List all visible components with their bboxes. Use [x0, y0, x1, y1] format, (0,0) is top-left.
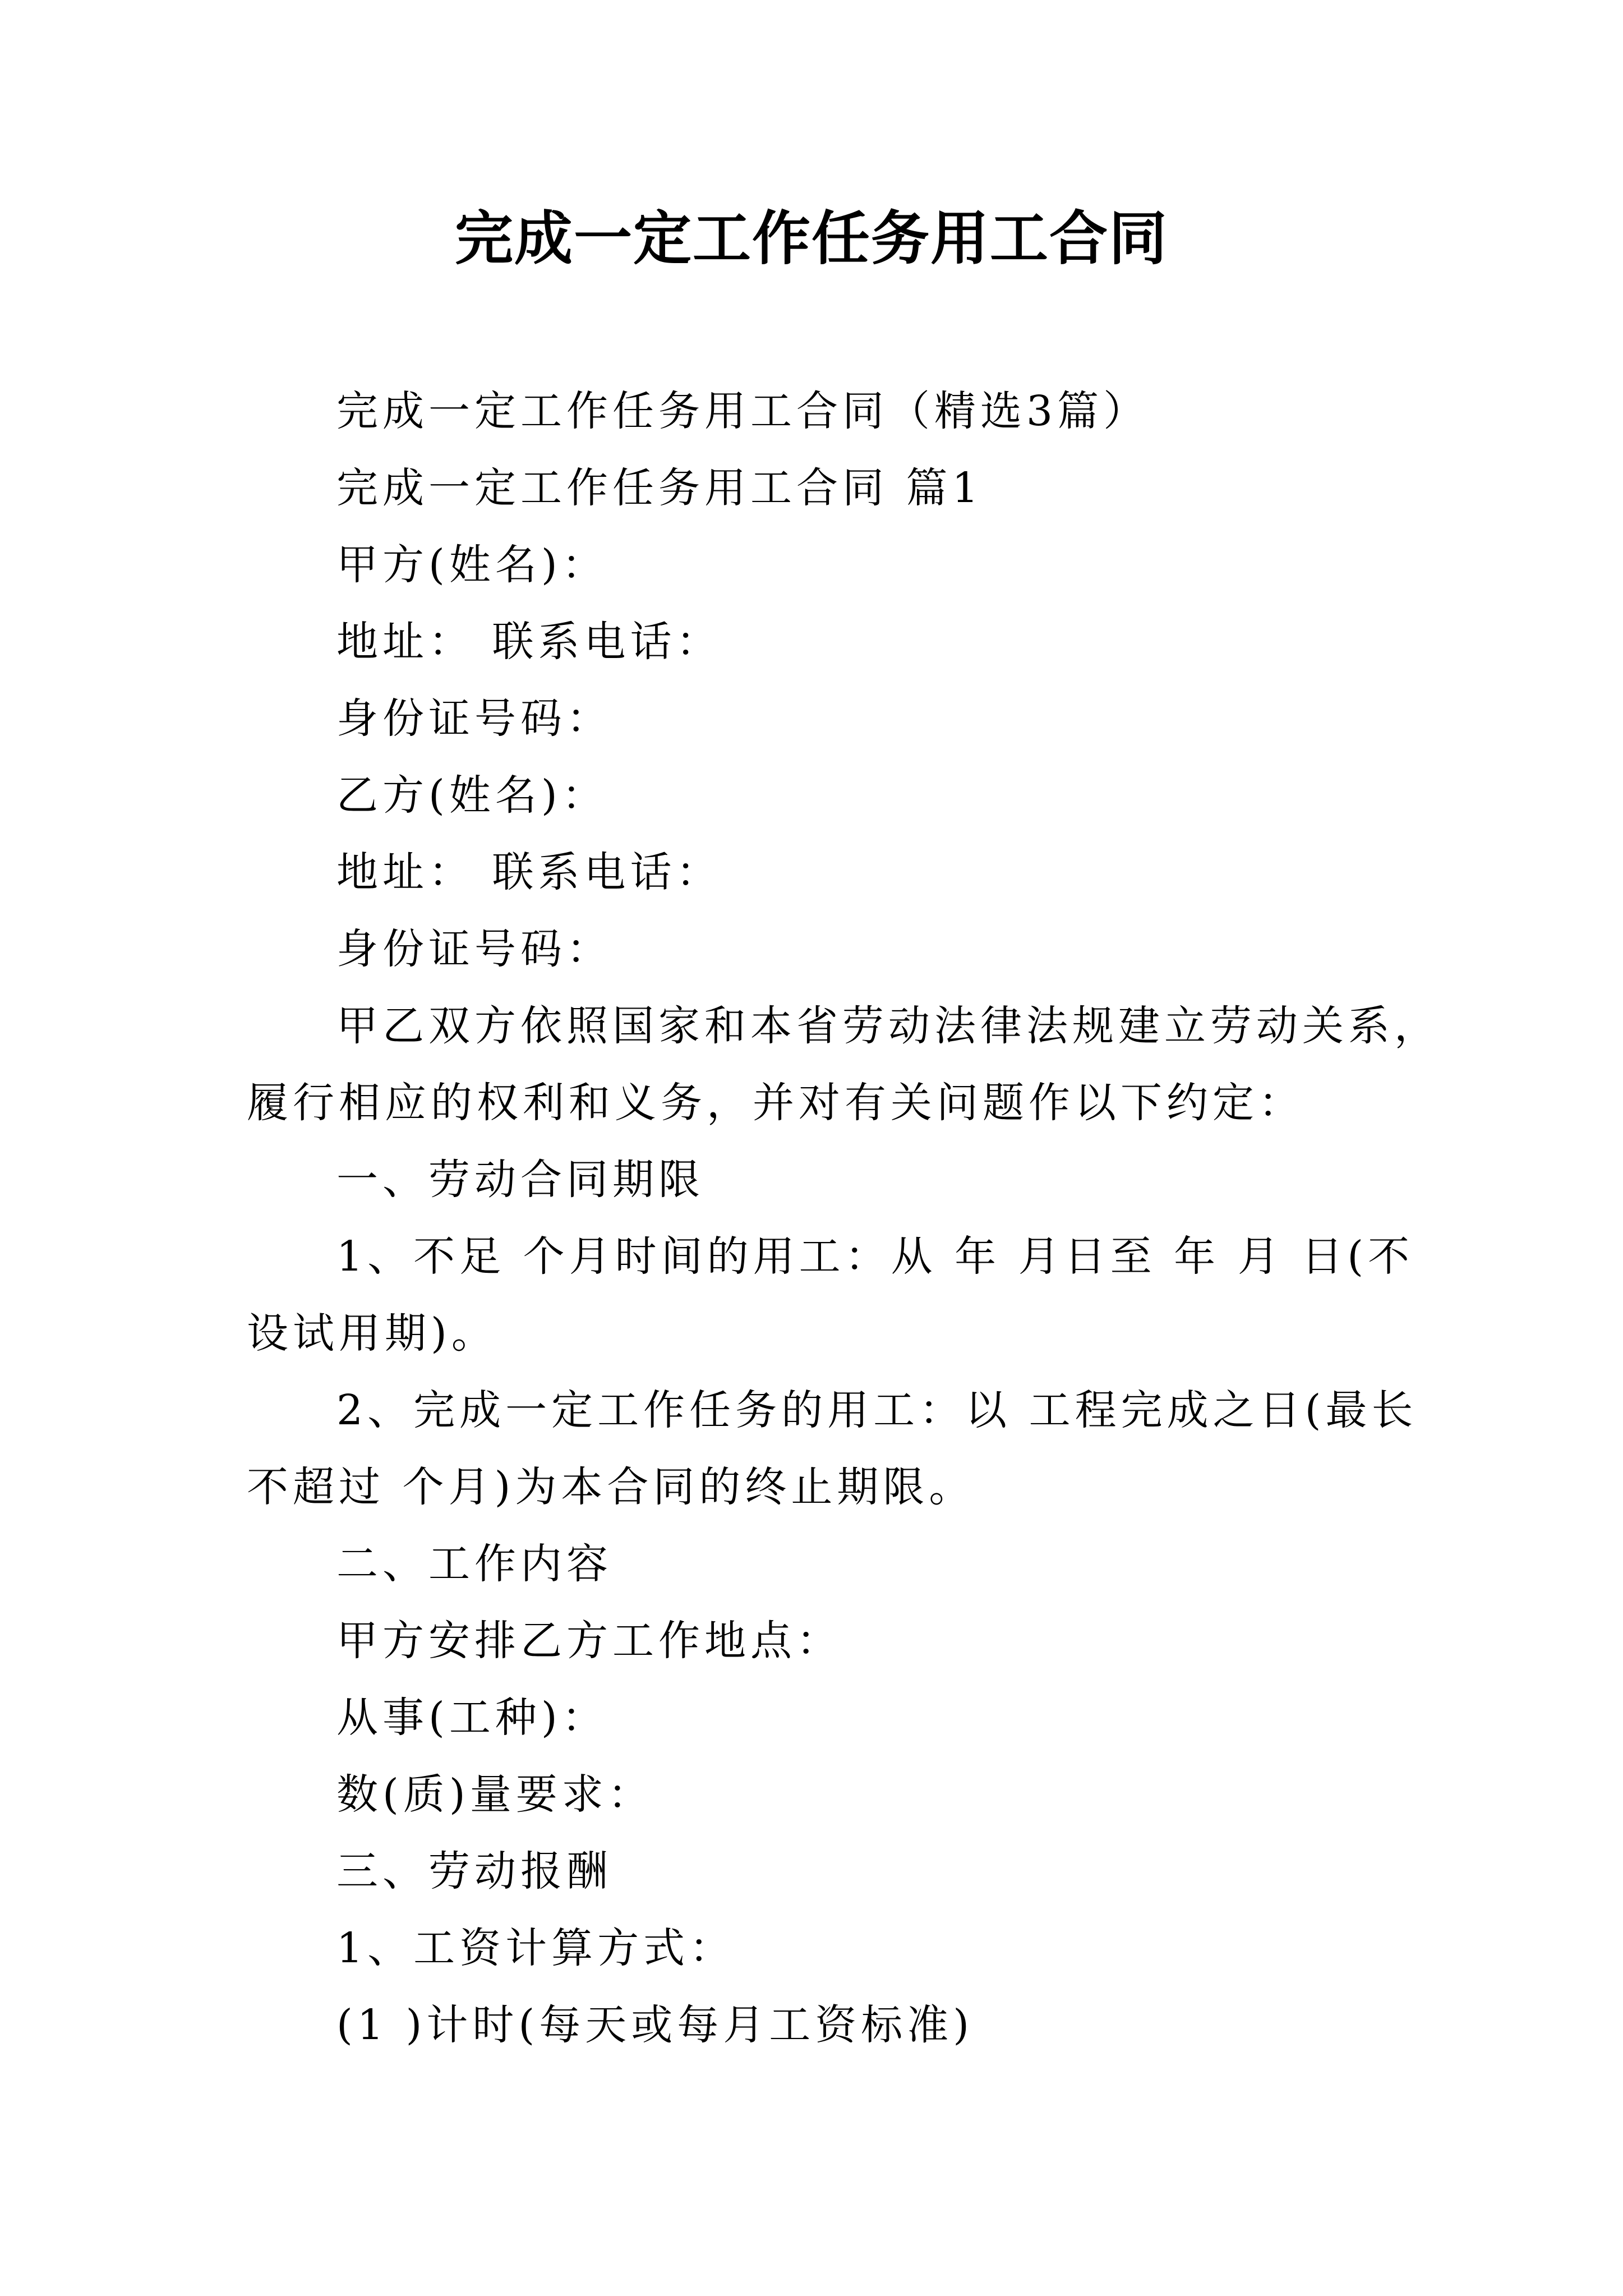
paragraph-line: (1 )计时(每天或每月工资标准): [336, 2001, 974, 2049]
paragraph-line: 2、完成一定工作任务的用工：以 工程完成之日(最长: [336, 1386, 1418, 1434]
paragraph-line: 身份证号码：: [336, 694, 612, 743]
section-heading: 三、劳动报酬: [336, 1847, 612, 1895]
section-heading: 一、劳动合同期限: [336, 1156, 704, 1204]
paragraph-line: 设试用期)。: [247, 1309, 497, 1358]
paragraph-line: 不超过 个月)为本合同的终止期限。: [247, 1463, 975, 1511]
paragraph-line: 履行相应的权利和义务，并对有关问题作以下约定：: [247, 1079, 1304, 1127]
document-title: 完成一定工作任务用工合同: [454, 204, 1168, 273]
section-heading: 二、工作内容: [336, 1540, 612, 1588]
paragraph-line: 地址： 联系电话：: [336, 618, 722, 666]
paragraph-line: 甲方(姓名)：: [336, 541, 608, 589]
document-body: [247, 373, 1440, 2064]
paragraph-line: 数(质)量要求：: [336, 1770, 654, 1819]
paragraph-line: 地址： 联系电话：: [336, 848, 722, 896]
paragraph-line: 完成一定工作任务用工合同（精选3篇）: [336, 387, 1150, 435]
paragraph-line: 甲方安排乙方工作地点：: [336, 1617, 842, 1665]
paragraph-line: 甲乙双方依照国家和本省劳动法律法规建立劳动关系，: [336, 1002, 1440, 1050]
paragraph-line: 身份证号码：: [336, 925, 612, 973]
paragraph-line: 从事(工种)：: [336, 1694, 608, 1742]
paragraph-line: 乙方(姓名)：: [336, 771, 608, 820]
paragraph-line: 1、不足 个月时间的用工：从 年 月日至 年 月 日(不: [336, 1232, 1414, 1281]
paragraph-line: 1、工资计算方式：: [336, 1924, 736, 1972]
paragraph-line: 完成一定工作任务用工合同 篇1: [336, 464, 983, 512]
